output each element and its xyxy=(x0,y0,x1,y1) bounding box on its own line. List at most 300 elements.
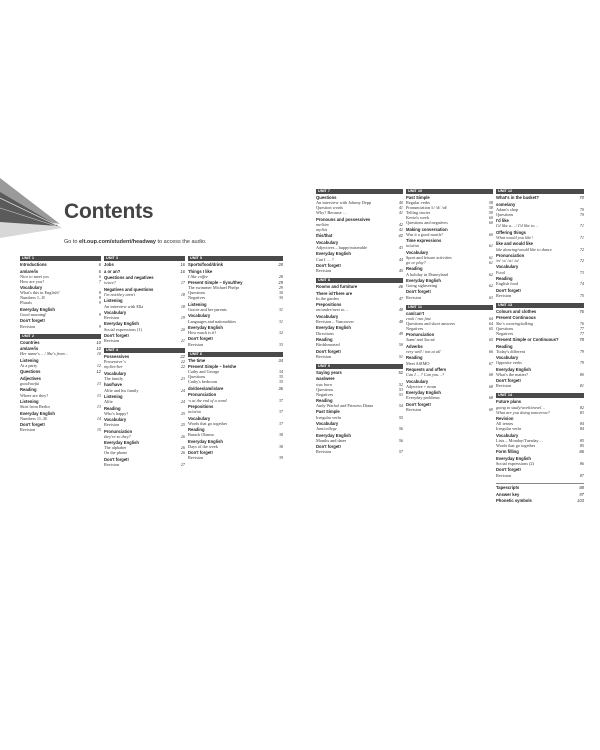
contents-entry[interactable] xyxy=(316,415,403,420)
entry-title: this/that xyxy=(316,233,333,239)
contents-entry[interactable] xyxy=(20,381,101,386)
entry-title: At a party xyxy=(20,362,38,368)
contents-entry[interactable] xyxy=(20,393,101,398)
contents-entry[interactable] xyxy=(406,337,493,342)
page-number: 84 xyxy=(579,426,584,432)
contents-entry[interactable] xyxy=(496,293,584,298)
entry-title: Possessive 's xyxy=(104,359,126,365)
contents-entry[interactable] xyxy=(188,295,283,300)
entry-title: Who's happy? xyxy=(104,410,129,416)
page-number: 26 xyxy=(180,450,185,456)
contents-entry[interactable] xyxy=(316,354,403,359)
contents-entry[interactable] xyxy=(188,342,283,347)
contents-column-1 xyxy=(20,256,101,432)
entry-title: Questions xyxy=(496,211,514,217)
contents-entry[interactable] xyxy=(316,257,403,262)
contents-entry[interactable] xyxy=(406,260,493,265)
entry-title: Everyday English xyxy=(316,325,351,331)
contents-entry[interactable] xyxy=(496,473,584,478)
contents-entry[interactable] xyxy=(316,342,403,347)
section-heading[interactable] xyxy=(20,340,101,345)
page-number: 50 xyxy=(398,342,403,348)
entry-title: Revision xyxy=(496,416,514,422)
entry-title: Plurals xyxy=(20,300,32,306)
contents-entry[interactable] xyxy=(496,212,584,217)
section-heading[interactable] xyxy=(104,262,185,267)
entry-title: Alfie and his family xyxy=(104,387,139,393)
entry-title: Irregular verbs xyxy=(316,414,342,420)
section-heading[interactable] xyxy=(20,262,101,267)
entry-title: Time expressions xyxy=(406,238,442,244)
unit-block xyxy=(406,305,493,412)
contents-entry[interactable] xyxy=(496,258,584,263)
page-number: 32 xyxy=(278,330,283,336)
entry-title: Opposite verbs xyxy=(496,360,522,366)
page-number: 22 xyxy=(180,359,185,365)
entry-title: Reading xyxy=(316,336,333,342)
contents-entry[interactable] xyxy=(188,319,283,324)
contents-entry[interactable] xyxy=(188,432,283,437)
contents-entry[interactable] xyxy=(20,351,101,356)
contents-entry[interactable] xyxy=(406,220,493,225)
contents-entry[interactable] xyxy=(496,270,584,275)
unit-heading: UNIT 11 xyxy=(406,305,493,310)
entry-title: Negatives xyxy=(496,330,514,336)
contents-entry[interactable] xyxy=(104,292,185,297)
contents-entry[interactable] xyxy=(188,307,283,312)
entry-title: Questions xyxy=(316,195,337,200)
page-number: 76 xyxy=(579,320,584,326)
entry-title: Languages and nationalities xyxy=(188,318,236,324)
entry-title: Cathy's bedroom xyxy=(188,379,218,385)
entry-title: Revision xyxy=(406,406,422,412)
entry-title: The swimmer Michael Phelps xyxy=(188,285,240,291)
section-heading[interactable] xyxy=(20,369,101,374)
contents-entry[interactable] xyxy=(496,281,584,286)
page-number: 61 xyxy=(488,259,493,265)
page-number: 23 xyxy=(180,376,185,381)
section-heading[interactable] xyxy=(496,449,584,454)
page-number: 78 xyxy=(579,336,584,342)
entry-title: Adverbs xyxy=(406,343,423,349)
entry-title: Questions xyxy=(316,386,334,392)
entry-title: Revision xyxy=(316,268,332,274)
entry-title: Vocabulary xyxy=(496,432,519,438)
divider xyxy=(496,483,584,484)
page-number: 62 xyxy=(488,271,493,277)
contents-entry[interactable] xyxy=(316,319,403,324)
contents-entry[interactable] xyxy=(496,426,584,431)
page-number: 24 xyxy=(180,387,185,393)
contents-entry[interactable] xyxy=(406,283,493,288)
entry-title: Today's different xyxy=(496,348,525,354)
entry-title: Don't forget! xyxy=(20,422,45,428)
entry-title: -s at the end of a word xyxy=(188,397,227,403)
contents-entry[interactable] xyxy=(496,349,584,354)
contents-entry[interactable] xyxy=(104,315,185,320)
entry-title: Vocabulary xyxy=(496,355,519,361)
page-fold-graphic xyxy=(0,178,62,238)
entry-title: Jobs xyxy=(104,262,114,267)
page-number: 30 xyxy=(278,295,283,301)
page-number: 74 xyxy=(579,281,584,287)
page-number: 44 xyxy=(398,256,403,262)
contents-column-4 xyxy=(316,189,403,454)
entry-title: Why? Because … xyxy=(316,210,348,216)
contents-entry[interactable] xyxy=(316,403,403,408)
contents-entry[interactable] xyxy=(20,300,101,305)
contents-entry[interactable] xyxy=(188,379,283,384)
entry-title: Offering things xyxy=(496,229,527,235)
page-number: 60 xyxy=(488,231,493,237)
entry-title: Her name's… / She's from… xyxy=(20,351,69,357)
contents-entry[interactable] xyxy=(188,409,283,414)
entry-title: Days of the week xyxy=(188,443,218,449)
page-number: 45 xyxy=(398,268,403,274)
contents-entry[interactable] xyxy=(496,360,584,365)
contents-entry[interactable] xyxy=(406,372,493,377)
page-number: 13 xyxy=(96,392,101,398)
page-number: 52 xyxy=(398,381,403,387)
contents-entry[interactable] xyxy=(20,363,101,368)
entry-title: Skirt from Berlin xyxy=(20,404,50,410)
entry-title: All tenses xyxy=(496,421,514,427)
page-number: 27 xyxy=(180,462,185,468)
entry-title: very well / not at all xyxy=(406,349,441,354)
page-number: 80 xyxy=(579,371,584,377)
contents-entry[interactable] xyxy=(406,395,493,400)
entry-title: Revision xyxy=(188,341,204,347)
entry-title: In the garden xyxy=(316,295,339,301)
entry-title: Listening xyxy=(20,398,39,404)
entry-title: Reading xyxy=(406,355,423,361)
entry-title: Reading xyxy=(496,276,513,282)
section-heading[interactable] xyxy=(188,262,283,267)
entry-title: Andy Warhol and Princess Diana xyxy=(316,403,374,409)
contents-entry[interactable] xyxy=(316,426,403,431)
section-heading[interactable] xyxy=(316,370,403,375)
page-number: 65 xyxy=(488,337,493,343)
entry-title: Revision xyxy=(496,292,512,298)
unit-block xyxy=(316,364,403,455)
contents-column-2 xyxy=(104,256,185,467)
section-heading[interactable] xyxy=(188,386,283,391)
contents-entry[interactable] xyxy=(316,392,403,397)
audio-suffix: to access the audio. xyxy=(156,239,207,245)
entry-title: Sport and leisure activities xyxy=(406,254,452,260)
entry-title: Making conversation xyxy=(406,226,448,232)
page-number: 37 xyxy=(278,409,283,415)
contents-entry[interactable] xyxy=(496,410,584,415)
page-number: 79 xyxy=(579,348,584,354)
unit-heading: UNIT 7 xyxy=(316,189,403,194)
entry-title: Requests and offers xyxy=(406,366,447,372)
page-number: 8 xyxy=(98,295,101,301)
entry-title: going to study/work/travel… xyxy=(496,404,546,410)
contents-entry[interactable] xyxy=(104,450,185,455)
page-number: 42 xyxy=(398,233,403,239)
contents-entry[interactable] xyxy=(406,384,493,389)
entry-title: Sports/food/drink xyxy=(188,262,223,267)
entry-title: in/at/on xyxy=(406,243,420,249)
contents-entry[interactable] xyxy=(104,304,185,309)
section-heading[interactable] xyxy=(316,284,403,289)
entry-title: Reading xyxy=(406,266,423,272)
page-number: 12 xyxy=(96,369,101,375)
contents-entry[interactable] xyxy=(104,388,185,393)
section-heading[interactable] xyxy=(496,309,584,314)
page-number: 25 xyxy=(180,422,185,428)
entry-title: The alphabet xyxy=(104,445,127,451)
entry-title: Everyday English xyxy=(406,390,441,396)
entry-title: What are you doing tomorrow? xyxy=(496,409,550,415)
contents-entry[interactable] xyxy=(20,324,101,329)
entry-title: How are you? xyxy=(20,278,45,284)
entry-title: Revision xyxy=(20,323,36,329)
page-number: 38 xyxy=(278,443,283,449)
unit-block xyxy=(104,256,185,343)
contents-entry[interactable] xyxy=(188,330,283,335)
entry-title: Gracie and her parents xyxy=(188,306,227,312)
unit-heading: UNIT 10 xyxy=(406,189,493,194)
page-number: 49 xyxy=(398,330,403,336)
entry-title: What would you like? xyxy=(496,234,534,240)
page-number: 34 xyxy=(278,357,283,363)
contents-entry[interactable] xyxy=(104,399,185,404)
page-number: 51 xyxy=(398,353,403,359)
contents-entry[interactable] xyxy=(496,383,584,388)
entry-title: Don't forget! xyxy=(316,444,341,450)
entry-title: The family xyxy=(104,376,123,381)
entry-title: What's this in English? xyxy=(20,290,60,296)
entry-title: Adjectives xyxy=(20,375,41,381)
page-number: 60 xyxy=(488,215,493,221)
contents-entry[interactable] xyxy=(104,327,185,332)
page-number: 16 xyxy=(180,268,185,274)
page-number: 8 xyxy=(98,290,101,296)
contents-entry[interactable] xyxy=(496,443,584,448)
page-number: 58 xyxy=(488,205,493,211)
page-number: 6 xyxy=(98,262,101,267)
entry-title: Vocabulary xyxy=(20,285,43,291)
page-number: 13 xyxy=(96,404,101,410)
entry-title: Negatives xyxy=(188,295,206,301)
page-number: 34 xyxy=(278,369,283,375)
contents-entry[interactable] xyxy=(104,411,185,416)
entry-title: Food xyxy=(496,269,505,275)
page-number: 20 xyxy=(180,326,185,332)
entry-title: can/can't xyxy=(406,310,424,316)
page-number: 41 xyxy=(398,210,403,216)
contents-entry[interactable] xyxy=(188,455,283,460)
unit-block xyxy=(20,334,101,433)
entry-title: Saying years xyxy=(316,369,342,375)
page-title: Contents xyxy=(64,200,154,223)
page-number: 40 xyxy=(398,200,403,206)
entry-title: Meet ASIMO xyxy=(406,360,430,366)
audio-url[interactable]: elt.oup.com/student/headway xyxy=(78,239,156,245)
page-number: 61 xyxy=(488,243,493,249)
entry-title: Don't forget! xyxy=(406,401,431,407)
section-heading[interactable] xyxy=(188,358,283,363)
contents-entry[interactable] xyxy=(316,449,403,454)
contents-entry[interactable] xyxy=(406,295,493,300)
page-number: 26 xyxy=(180,445,185,451)
contents-entry[interactable] xyxy=(316,307,403,312)
page-number: 71 xyxy=(579,234,584,240)
page-number: 15 xyxy=(96,427,101,433)
section-heading[interactable] xyxy=(316,233,403,238)
section-heading[interactable] xyxy=(104,269,185,274)
contents-entry[interactable] xyxy=(406,349,493,354)
entry-title: Tapescripts xyxy=(496,484,520,490)
contents-entry[interactable] xyxy=(188,444,283,449)
page-number: 85 xyxy=(579,437,584,443)
page-number: 22 xyxy=(180,364,185,370)
contents-entry[interactable] xyxy=(104,338,185,343)
unit-heading: UNIT 8 xyxy=(316,278,403,283)
unit-block xyxy=(496,303,584,389)
section-heading[interactable] xyxy=(496,498,584,503)
contents-entry[interactable] xyxy=(20,427,101,432)
contents-entry[interactable] xyxy=(316,331,403,336)
page-number: 65 xyxy=(488,325,493,331)
entry-title: Nice to meet you xyxy=(20,273,50,279)
entry-title: Introductions xyxy=(20,262,47,267)
entry-title: English food xyxy=(496,281,519,287)
entry-title: How much is it? xyxy=(188,330,217,336)
contents-entry[interactable] xyxy=(496,331,584,336)
contents-entry[interactable] xyxy=(104,462,185,467)
page-number: 39 xyxy=(278,455,283,461)
contents-entry[interactable] xyxy=(406,272,493,277)
contents-entry[interactable] xyxy=(104,422,185,427)
contents-entry[interactable] xyxy=(316,438,403,443)
entry-title: Rooms and furniture xyxy=(316,284,358,290)
entry-title: Phonetic symbols xyxy=(496,498,532,504)
entry-title: Don't forget! xyxy=(20,318,45,324)
page-number: 77 xyxy=(579,330,584,336)
entry-title: A holiday in Disneyland xyxy=(406,271,448,277)
entry-title: Answer key xyxy=(496,491,520,497)
unit-block xyxy=(406,189,493,300)
page-number: 88 xyxy=(579,484,584,490)
entry-title: Things I like xyxy=(188,268,213,274)
contents-entry[interactable] xyxy=(316,210,403,215)
contents-entry[interactable] xyxy=(406,361,493,366)
section-heading[interactable] xyxy=(496,485,584,490)
entry-title: Negatives and questions xyxy=(104,286,154,292)
entry-title: Numbers 1–10 xyxy=(20,295,46,301)
page-number: 6 xyxy=(98,273,101,279)
contents-entry[interactable] xyxy=(316,268,403,273)
contents-entry[interactable] xyxy=(316,245,403,250)
page-number: 12 xyxy=(96,362,101,368)
page-number: 48 xyxy=(398,307,403,313)
contents-entry[interactable] xyxy=(188,398,283,403)
entry-title: has/have xyxy=(104,382,122,388)
contents-entry[interactable] xyxy=(104,280,185,285)
entry-title: Revision xyxy=(316,353,332,359)
entry-title: Vocabulary xyxy=(104,417,127,423)
contents-entry[interactable] xyxy=(406,243,493,248)
section-heading[interactable] xyxy=(496,195,584,200)
page-number: 42 xyxy=(398,221,403,227)
entry-title: am/are/is xyxy=(20,268,39,274)
entry-title: What's the matter? xyxy=(496,371,529,377)
entry-title: Reading xyxy=(20,387,37,393)
entry-title: Adjectives – happy/miserable xyxy=(316,244,368,250)
entry-title: Questions xyxy=(20,369,41,375)
page-number: 83 xyxy=(579,409,584,415)
entry-title: was/were xyxy=(316,376,335,382)
contents-entry[interactable] xyxy=(104,364,185,369)
entry-title: Don't forget! xyxy=(496,287,521,293)
contents-entry[interactable] xyxy=(406,232,493,237)
entry-title: Listening xyxy=(188,301,207,307)
contents-entry[interactable] xyxy=(20,416,101,421)
unit-heading: UNIT 4 xyxy=(104,348,185,353)
page-number: 28 xyxy=(278,262,283,267)
entry-title: some/any xyxy=(496,201,516,207)
entry-title: Words that go together xyxy=(496,442,536,448)
section-heading[interactable] xyxy=(496,337,584,342)
contents-entry[interactable] xyxy=(188,421,283,426)
entry-title: Prepositions xyxy=(316,302,342,308)
page-number: 81 xyxy=(579,383,584,389)
page-number: 33 xyxy=(278,341,283,347)
entry-title: The time xyxy=(188,357,206,363)
contents-entry[interactable] xyxy=(496,461,584,466)
page-number: 72 xyxy=(579,258,584,264)
entry-title: Don't forget! xyxy=(316,348,341,354)
unit-block xyxy=(316,189,403,273)
entry-title: Pronunciation xyxy=(496,252,525,258)
entry-title: Everyday English xyxy=(316,251,351,257)
entry-title: Revision xyxy=(496,383,512,389)
contents-entry[interactable] xyxy=(406,326,493,331)
contents-entry[interactable] xyxy=(20,312,101,317)
section-heading[interactable] xyxy=(496,492,584,497)
contents-entry[interactable] xyxy=(20,279,101,284)
page-number: 18 xyxy=(180,303,185,309)
contents-entry[interactable] xyxy=(496,247,584,252)
page-number: 68 xyxy=(488,383,493,389)
contents-entry[interactable] xyxy=(188,274,283,279)
entry-title: Where are they? xyxy=(20,392,49,398)
page-number: 30 xyxy=(278,290,283,296)
contents-entry[interactable] xyxy=(496,223,584,228)
entry-title: Telling stories xyxy=(406,210,431,216)
entry-title: Adjective + noun xyxy=(406,383,436,389)
page-number: 9 xyxy=(98,300,101,306)
entry-title: Birdshmorted xyxy=(316,342,340,348)
contents-entry[interactable] xyxy=(20,404,101,409)
contents-entry[interactable] xyxy=(406,407,493,412)
page-number: 64 xyxy=(488,320,493,326)
page-number: 67 xyxy=(488,360,493,366)
unit-heading: UNIT 12 xyxy=(496,189,584,194)
contents-entry[interactable] xyxy=(104,376,185,381)
contents-entry[interactable] xyxy=(496,372,584,377)
contents-entry[interactable] xyxy=(104,434,185,439)
contents-entry[interactable] xyxy=(496,235,584,240)
entry-title: Countries xyxy=(20,339,40,345)
page-number: 31 xyxy=(278,306,283,312)
contents-entry[interactable] xyxy=(316,296,403,301)
contents-entry[interactable] xyxy=(316,227,403,232)
entry-title: Don't forget! xyxy=(104,333,129,339)
